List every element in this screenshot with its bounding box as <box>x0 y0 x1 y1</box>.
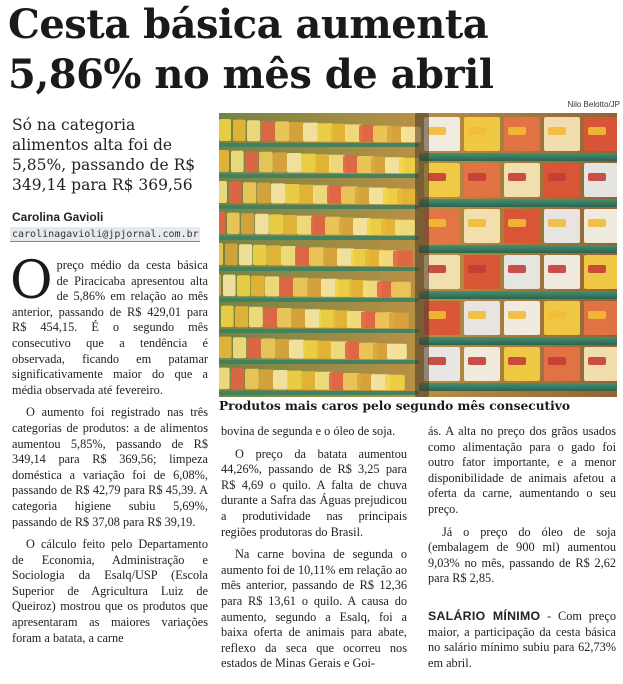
dropcap: O <box>10 251 53 311</box>
paragraph-7 <box>428 609 616 671</box>
paragraph-5-part-2: ás. A alta no preço dos grãos usados como alimentação para o gado foi outro fator importante, e a menor disponibilidade de animais afetou a oferta da carne, aumentando o seu preço. <box>428 424 616 516</box>
paragraph-3-part-2: bovina de segunda e o óleo de soja. <box>221 424 396 438</box>
paragraph-5-part-1: Na carne bovina de segunda o aumento foi de 10,11% em relação ao mês anterior, passando de R$ 12,36 para R$ 13,61 o quilo. A causa do aumento, segundo a Esalq, foi a baixa oferta de animais para abate, reflexo da seca que ocorreu nos estados de Minas Gerais e Goi- <box>221 547 407 671</box>
article-column-3 <box>428 424 616 671</box>
paragraph-7-text: - Com preço maior, a participação da cesta básica no salário mínimo subiu para 62,73% em abril. <box>428 608 616 670</box>
article-column-1 <box>10 251 208 646</box>
paragraph-4: O preço da batata aumentou 44,26%, passando de R$ 3,25 para R$ 4,69 o quilo. A falta de chuva durante a Safra das Águas prejudicou a produtividade nas principais regiões produtoras do Brasil. <box>221 446 407 539</box>
section-kicker: SALÁRIO MÍNIMO <box>428 608 541 623</box>
article-column-2 <box>221 424 407 672</box>
paragraph-1 <box>10 251 208 398</box>
headline <box>8 0 618 100</box>
paragraph-3-part-1: O cálculo feito pelo Departamento de Economia, Administração e Sociologia da Esalq/USP (Escola Superior de Agricultura Luiz de Queiroz) mostrou que os produtos que apresentaram as maiores variações foram a batata, a carne <box>12 537 208 645</box>
deck-subtitle: Só na categoria alimentos alta foi de 5,85%, passando de R$ 349,14 para R$ 369,56 <box>12 116 196 194</box>
headline-line-1: Cesta básica aumenta <box>8 1 489 48</box>
paragraph-2: O aumento foi registrado nas três categorias de produtos: a de alimentos aumentou 5,85%, passando de R$ 349,14 para R$ 369,56; limpeza doméstica a variação foi de 6,08%, passando de R$ 42,79 para R$ 45,39. A categoria higiene subiu 5,69%, passando de R$ 37,08 para R$ 39,19. <box>12 405 208 529</box>
headline-line-2: 5,86% no mês de abril <box>8 51 494 98</box>
author-name: Carolina Gavioli <box>12 210 104 224</box>
paragraph-1-text: preço médio da cesta básica de Piracicaba apresentou alta de 5,86% em relação ao mês anterior, passando de R$ 429,01 para R$ 454,15. É o segundo mês consecutivo que a tendência é observada, ficando em patamar significativamente maior do que a média observada até fevereiro. <box>12 258 208 397</box>
supermarket-shelf-photo <box>219 113 617 397</box>
photo-caption: Produtos mais caros pelo segundo mês consecutivo <box>219 399 571 413</box>
photo-credit: Nilo Belotto/JP <box>567 100 620 109</box>
paragraph-6: Já o preço do óleo de soja (embalagem de 900 ml) aumentou 9,03% no mês, passando de R$ 2,62 para R$ 2,85. <box>428 524 616 586</box>
author-email[interactable]: carolinagavioli@jpjornal.com.br <box>12 229 199 240</box>
